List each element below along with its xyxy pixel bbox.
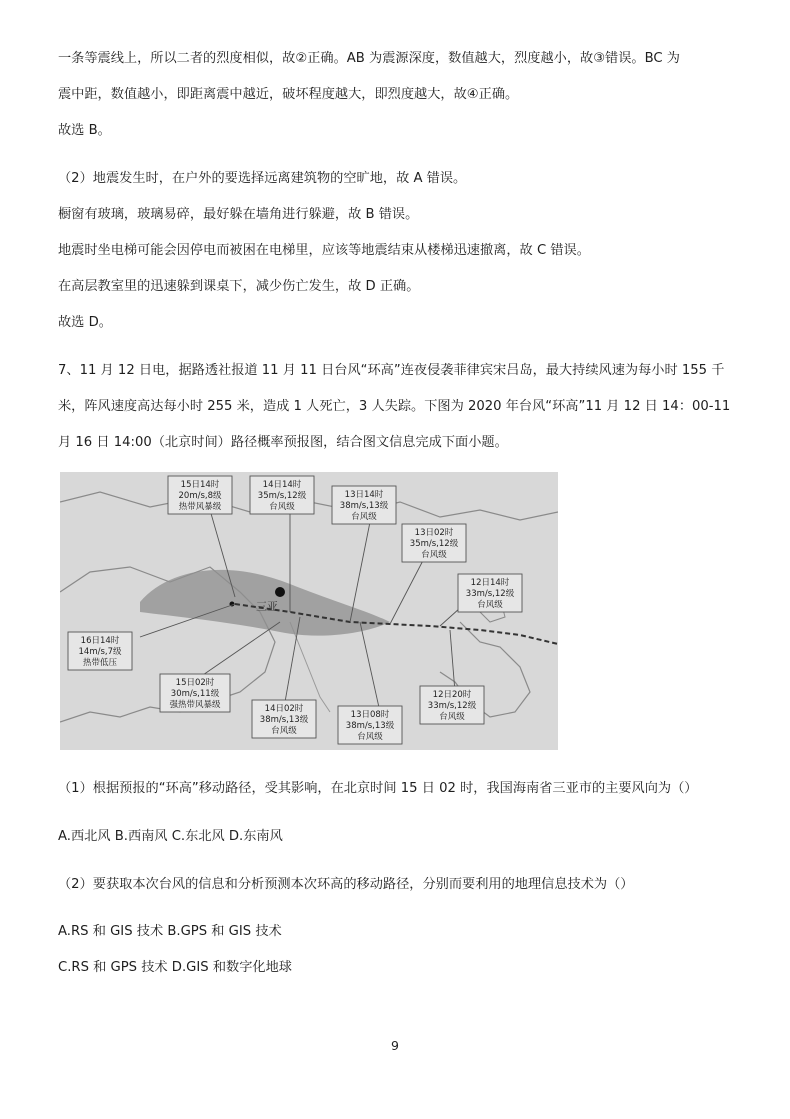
line-11: 月 16 日 14:00（北京时间）路径概率预报图，结合图文信息完成下面小题。 xyxy=(58,435,508,450)
line-9: 7、11 月 12 日电，据路透社报道 11 月 11 日台风“环高”连夜侵袭菲律宾宋吕岛，最大持续风速为每小时 155 千 xyxy=(58,363,725,378)
svg-text:30m/s,11级: 30m/s,11级 xyxy=(170,689,220,699)
svg-text:12日20时: 12日20时 xyxy=(432,690,472,700)
svg-text:15日02时: 15日02时 xyxy=(175,678,215,688)
svg-text:38m/s,13级: 38m/s,13级 xyxy=(259,715,309,725)
svg-text:热带低压: 热带低压 xyxy=(82,658,118,668)
line-5: 橱窗有玻璃，玻璃易碎，最好躲在墙角进行躲避，故 B 错误。 xyxy=(58,207,419,222)
forecast-box xyxy=(252,700,316,738)
svg-text:台风级: 台风级 xyxy=(269,502,295,512)
line-6: 地震时坐电梯可能会因停电而被困在电梯里，应该等地震结束从楼梯迅速撤离，故 C 错误。 xyxy=(58,243,590,258)
sanya-location-dot xyxy=(275,587,285,597)
svg-text:33m/s,12级: 33m/s,12级 xyxy=(427,701,477,711)
page-number: 9 xyxy=(391,1038,399,1053)
line-2: 震中距，数值越小，即距离震中越近，破坏程度越大，即烈度越大，故④正确。 xyxy=(58,87,519,102)
forecast-box xyxy=(68,632,132,670)
line-4: （2）地震发生时，在户外的要选择远离建筑物的空旷地，故 A 错误。 xyxy=(58,171,467,186)
svg-text:38m/s,13级: 38m/s,13级 xyxy=(339,501,389,511)
sanya-label: 三亚 xyxy=(256,600,278,613)
svg-text:35m/s,12级: 35m/s,12级 xyxy=(409,539,459,549)
svg-text:38m/s,13级: 38m/s,13级 xyxy=(345,721,395,731)
line-16: C.RS 和 GPS 技术 D.GIS 和数字化地球 xyxy=(58,960,292,975)
line-3: 故选 B。 xyxy=(58,123,111,138)
svg-text:14m/s,7级: 14m/s,7级 xyxy=(78,647,122,657)
svg-text:热带风暴级: 热带风暴级 xyxy=(178,502,222,512)
line-7: 在高层教室里的迅速躲到课桌下，减少伤亡发生，故 D 正确。 xyxy=(58,279,420,294)
svg-text:台风级: 台风级 xyxy=(439,712,465,722)
svg-text:台风级: 台风级 xyxy=(477,600,503,610)
typhoon-track-map xyxy=(60,472,558,750)
forecast-box xyxy=(338,706,402,744)
forecast-box xyxy=(168,476,232,514)
svg-text:13日02时: 13日02时 xyxy=(414,528,454,538)
forecast-box xyxy=(402,524,466,562)
svg-text:强热带风暴级: 强热带风暴级 xyxy=(169,700,221,710)
svg-text:12日14时: 12日14时 xyxy=(470,578,510,588)
forecast-box xyxy=(458,574,522,612)
line-12: （1）根据预报的“环高”移动路径，受其影响，在北京时间 15 日 02 时，我国海南省三亚市的主要风向为（） xyxy=(58,781,698,796)
svg-text:台风级: 台风级 xyxy=(421,550,447,560)
line-15: A.RS 和 GIS 技术 B.GPS 和 GIS 技术 xyxy=(58,924,282,939)
forecast-box xyxy=(250,476,314,514)
forecast-box xyxy=(332,486,396,524)
svg-text:台风级: 台风级 xyxy=(271,726,297,736)
svg-text:20m/s,8级: 20m/s,8级 xyxy=(178,491,222,501)
line-10: 米，阵风速度高达每小时 255 米，造成 1 人死亡，3 人失踪。下图为 2020 年台风“环高”11 月 12 日 14：00-11 xyxy=(58,399,731,414)
forecast-box xyxy=(160,674,230,712)
svg-text:14日02时: 14日02时 xyxy=(264,704,304,714)
svg-text:33m/s,12级: 33m/s,12级 xyxy=(465,589,515,599)
line-8: 故选 D。 xyxy=(58,315,112,330)
line-14: （2）要获取本次台风的信息和分析预测本次环高的移动路径，分别而要利用的地理信息技术为（） xyxy=(58,877,634,892)
line-1: 一条等震线上，所以二者的烈度相似，故②正确。AB 为震源深度，数值越大，烈度越小，故③错误。BC 为 xyxy=(58,51,680,66)
svg-text:台风级: 台风级 xyxy=(357,732,383,742)
svg-text:13日08时: 13日08时 xyxy=(350,710,390,720)
svg-text:16日14时: 16日14时 xyxy=(80,636,120,646)
forecast-box xyxy=(420,686,484,724)
svg-text:14日14时: 14日14时 xyxy=(262,480,302,490)
svg-text:台风级: 台风级 xyxy=(351,512,377,522)
svg-text:15日14时: 15日14时 xyxy=(180,480,220,490)
line-13: A.西北风 B.西南风 C.东北风 D.东南风 xyxy=(58,829,283,844)
svg-text:35m/s,12级: 35m/s,12级 xyxy=(257,491,307,501)
svg-text:13日14时: 13日14时 xyxy=(344,490,384,500)
